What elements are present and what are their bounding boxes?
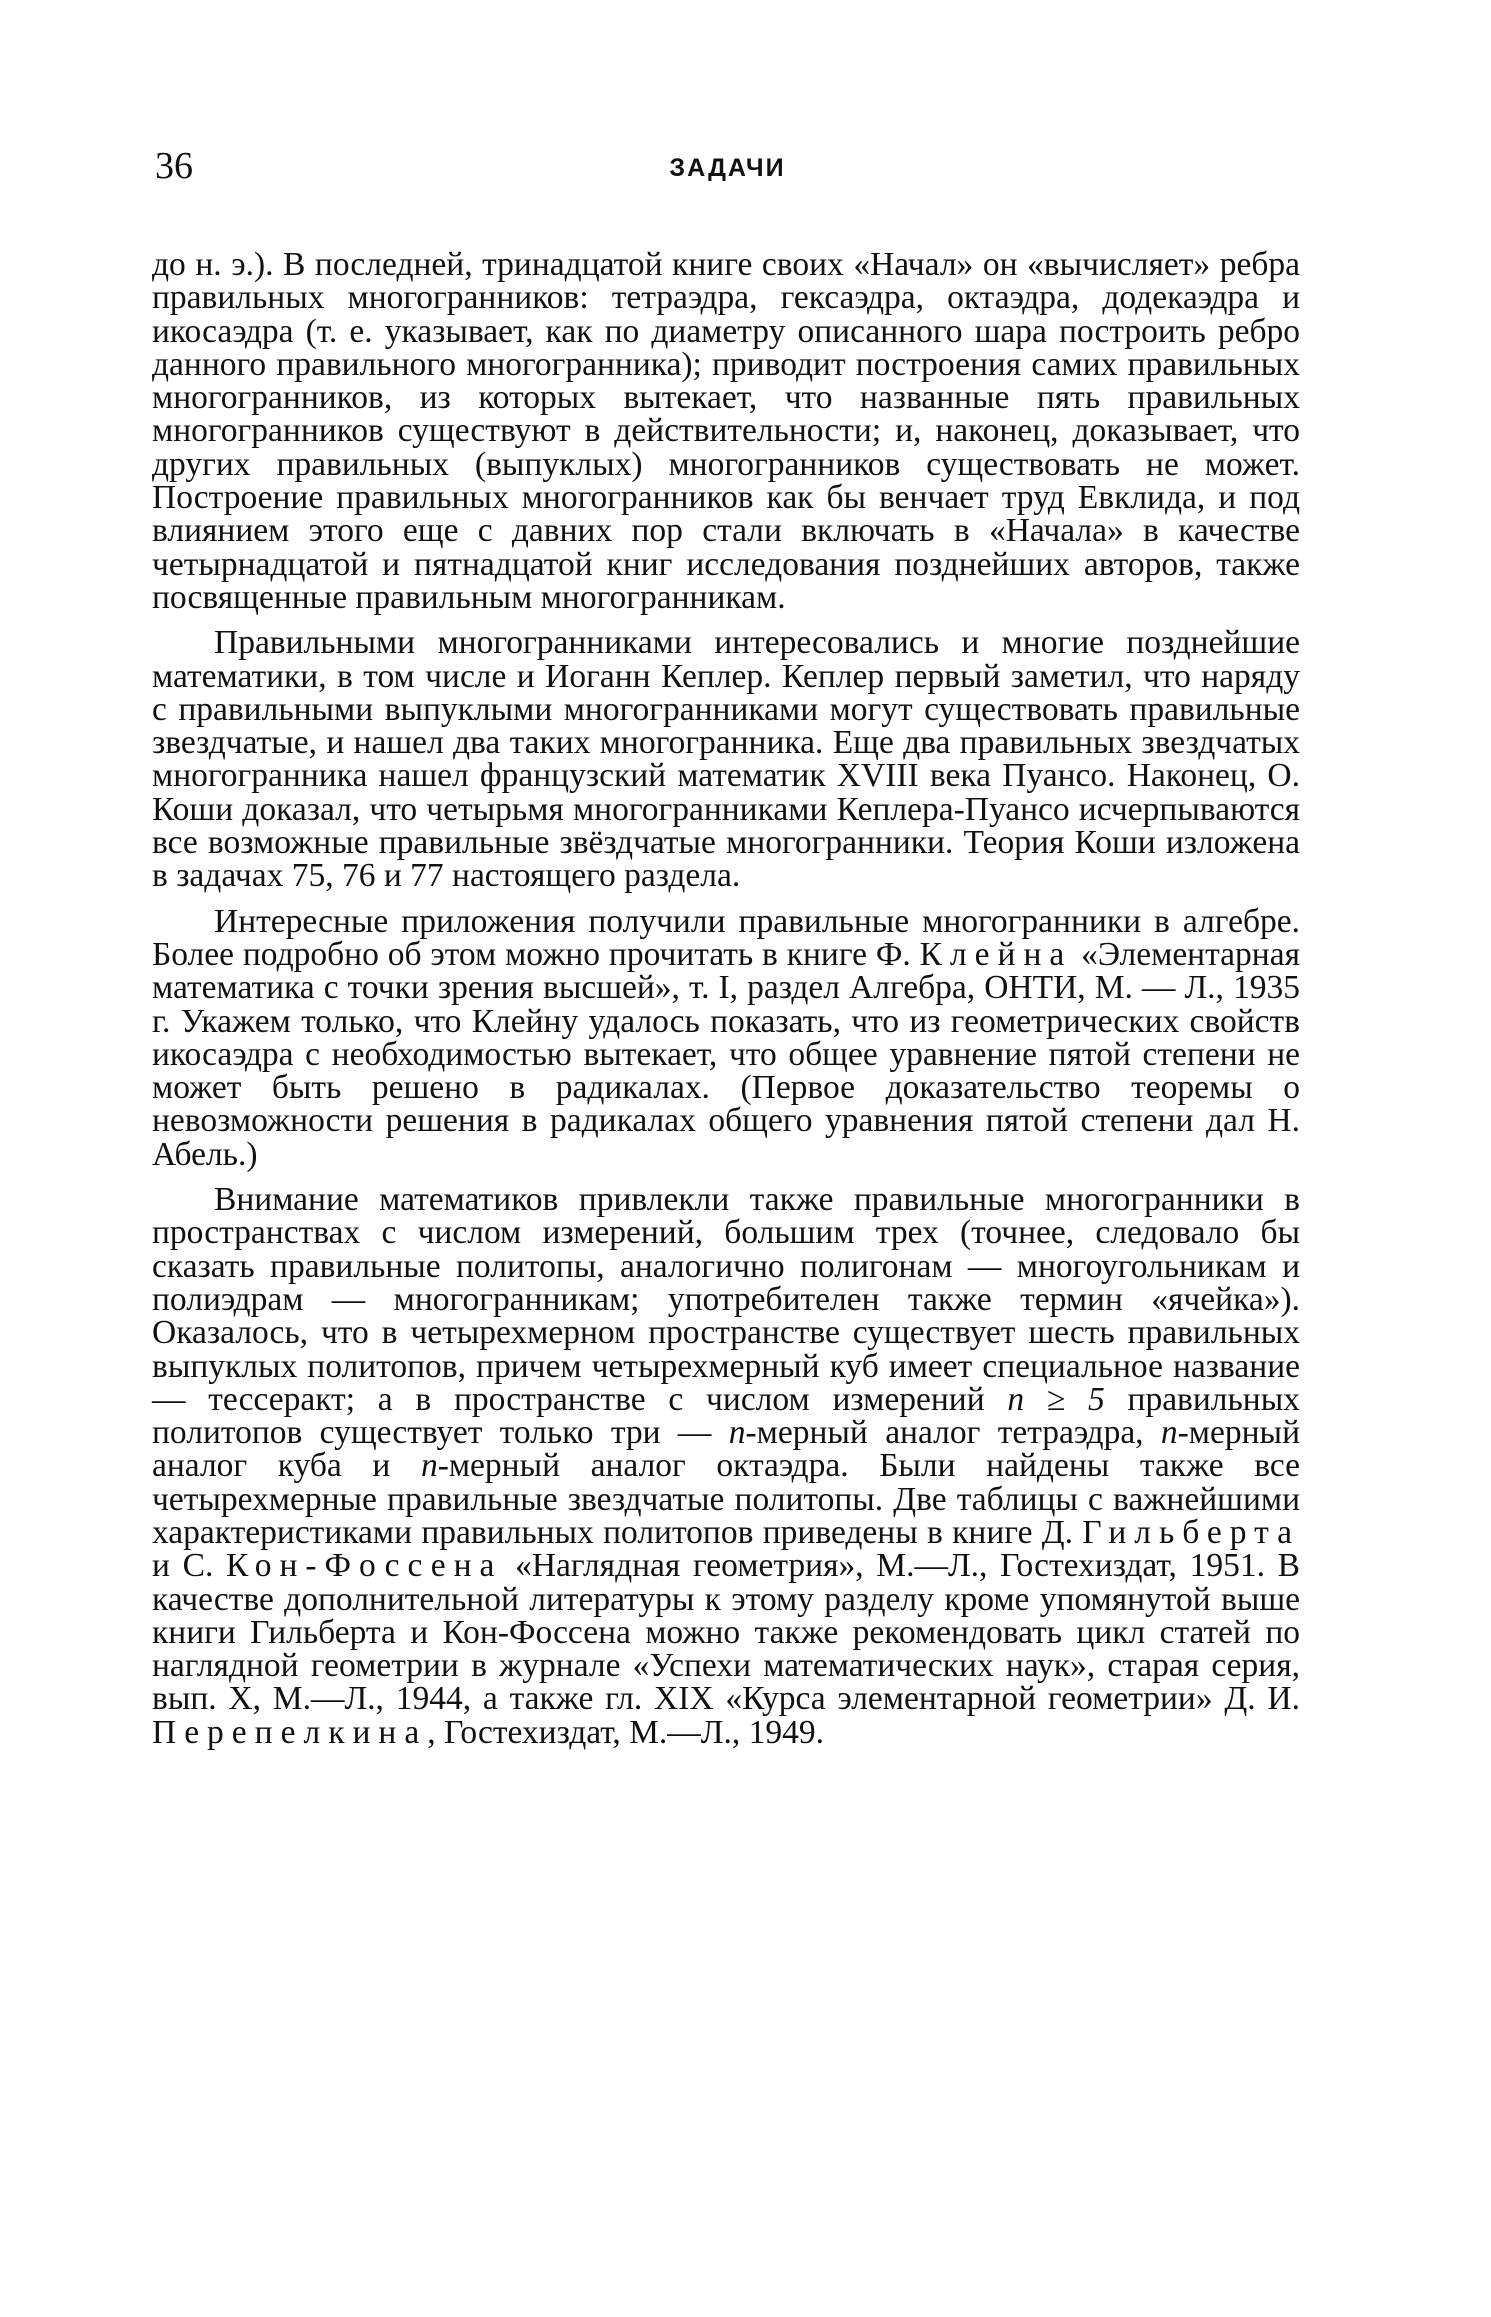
paragraph-4-text-4: -мерный аналог куба и xyxy=(152,1414,1300,1485)
math-n-2: n xyxy=(1160,1414,1178,1452)
paragraph-1: до н. э.). В последней, тринадцатой книге своих «Начал» он «вычисляет» ребра правильных многогранников: тетраэдра, гексаэдра, октаэдра, додекаэдра и икосаэдра (т. е. указывает, как по диаметру описанного шара построить ребро данного правильного многогранника); приводит построения самих правильных многогранников, из которых вытекает, что названные пять правильных многогранников существуют в действительности; и, наконец, доказывает, что других правильных (выпуклых) многогранников существовать не может. Построение правильных многогранников как бы венчает труд Евклида, и под влиянием этого еще с давних пор стали включать в «Начала» в качестве четырнадцатой и пятнадцатой книг исследования позднейших авторов, также посвященные правильным многогранникам. xyxy=(152,246,1300,616)
paragraph-4-text-7: «Наглядная геометрия», М.—Л., Гостехиздат, 1951. В качестве дополнительной литературы к этому разделу кроме упомянутой выше книги Гильберта и Кон-Фоссена можно также рекомендовать цикл статей по наглядной геометрии в журнале «Успехи математических наук», старая серия, вып. X, М.—Л., 1944, а также гл. XIX «Курса элементарной геометрии» Д. И. xyxy=(152,1547,1300,1718)
author-name-cohn-vossen: Кон-Фоссена xyxy=(226,1547,503,1585)
paragraph-3 xyxy=(152,902,1300,1173)
math-n-ge-5: n ≥ 5 xyxy=(1007,1380,1105,1418)
paragraph-3-text-b: «Элементарная математика с точки зрения высшей», т. I, раздел Алгебра, ОНТИ, М. — Л., 1935 г. Укажем только, что Клейну удалось показать, что из геометрических свойств икосаэдра с необходимостью вытекает, что общее уравнение пятой степени не может быть решено в радикалах. (Первое доказательство теоремы о невозможности решения в радикалах общего уравнения пятой степени дал Н. Абель.) xyxy=(152,935,1300,1173)
paragraph-4-text-5: -мерный аналог октаэдра. Были найдены также все четырехмерные правильные звездчатые политопы. Две таблицы с важнейшими характеристиками правильных политопов приведены в книге Д. xyxy=(152,1447,1300,1551)
body-text xyxy=(152,248,1300,1761)
page-number: 36 xyxy=(155,145,193,187)
paragraph-4-text-8: , Гостехиздат, М.—Л., 1949. xyxy=(427,1713,825,1751)
page-header xyxy=(155,145,1300,195)
paragraph-4 xyxy=(152,1183,1300,1749)
author-name-klein: Клейна xyxy=(919,935,1073,973)
paragraph-3-text-a: Интересные приложения получили правильные многогранники в алгебре. Более подробно об этом можно прочитать в книге Ф. xyxy=(152,902,1300,973)
paragraph-4-text-6: и С. xyxy=(152,1547,227,1585)
paragraph-4-text-1: Внимание математиков привлекли также правильные многогранники в пространствах с числом измерений, большим трех (точнее, следовало бы сказать правильные политопы, аналогично полигонам — многоугольникам и полиэдрам — многогранникам; употребителен также термин «ячейка»). Оказалось, что в четырехмерном пространстве существует шесть правильных выпуклых политопов, причем четырехмерный куб имеет специальное название — тессеракт; а в пространстве с числом измерений xyxy=(152,1181,1300,1418)
math-n-1: n xyxy=(728,1414,746,1452)
paragraph-4-text-2: правильных политопов существует только три — xyxy=(152,1380,1300,1452)
running-head: ЗАДАЧИ xyxy=(669,154,786,182)
author-name-hilbert: Гильберта xyxy=(1082,1513,1300,1551)
math-n-3: n xyxy=(420,1447,438,1485)
author-name-perepelkin: Перепелкина xyxy=(152,1713,428,1751)
paragraph-4-text-3: -мерный аналог тетраэдра, xyxy=(745,1414,1161,1452)
paragraph-2: Правильными многогранниками интересовались и многие позднейшие математики, в том числе и Иоганн Кеплер. Кеплер первый заметил, что наряду с правильными выпуклыми многогранниками могут существовать правильные звездчатые, и нашел два таких многогранника. Еще два правильных звездчатых многогранника нашел французский математик XVIII века Пуансо. Наконец, О. Коши доказал, что четырьмя многогранниками Кеплера-Пуансо исчерпываются все возможные правильные звёздчатые многогранники. Теория Коши изложена в задачах 75, 76 и 77 настоящего раздела. xyxy=(152,624,1300,895)
